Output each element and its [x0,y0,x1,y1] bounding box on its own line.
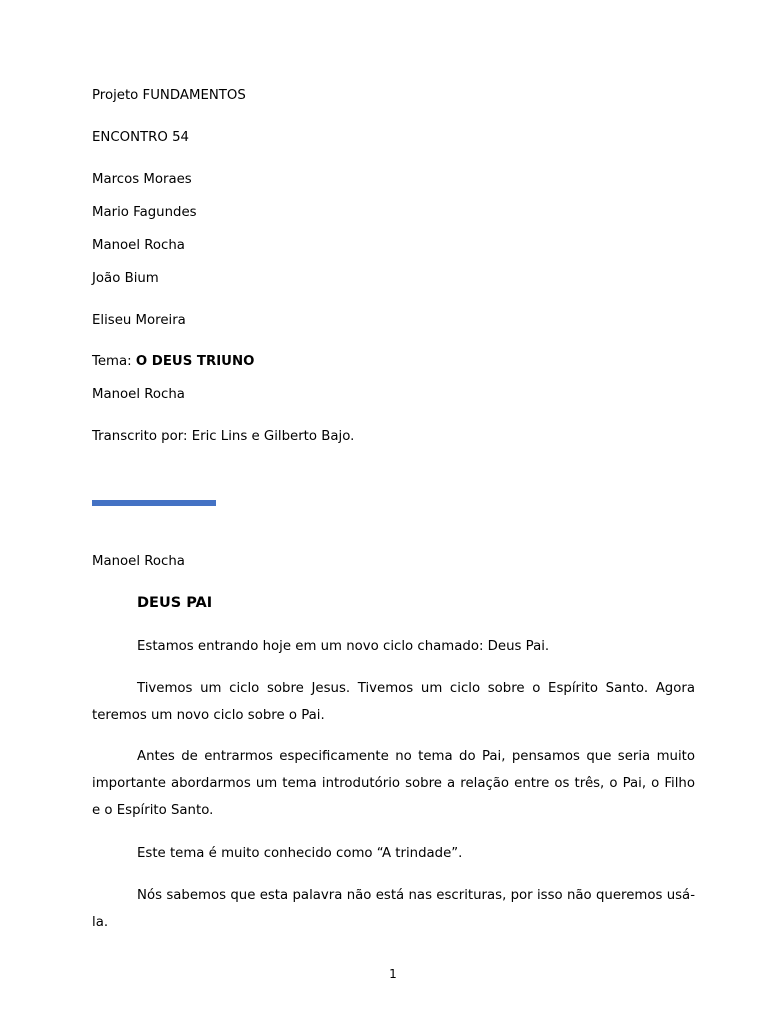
body-paragraph: Este tema é muito conhecido como “A trindade”. [137,846,463,861]
body-paragraph: Nós sabemos que esta palavra não está nas escrituras, por isso não queremos usá-la. [92,888,695,930]
theme-value: O DEUS TRIUNO [135,354,255,369]
meeting-number: ENCONTRO 54 [92,130,190,145]
participant-name: João Bium [92,271,159,286]
body-paragraph: Antes de entrarmos especificamente no tema do Pai, pensamos que seria muito importante abordarmos um tema introdutório sobre a relação entre os três, o Pai, o Filho e o Espírito Santo. [92,749,695,818]
participant-name: Manoel Rocha [92,238,185,253]
page-number: 1 [389,967,397,981]
participant-name: Mario Fagundes [92,205,197,220]
theme-line [92,353,254,371]
project-title: Projeto FUNDAMENTOS [92,88,246,103]
transcription-credit: Transcrito por: Eric Lins e Gilberto Bajo. [92,429,355,444]
theme-label: Tema: [92,354,136,369]
body-paragraph: Estamos entrando hoje em um novo ciclo chamado: Deus Pai. [137,639,550,654]
body-paragraph: Tivemos um ciclo sobre Jesus. Tivemos um ciclo sobre o Espírito Santo. Agora teremos um novo ciclo sobre o Pai. [92,681,695,723]
section-heading: DEUS PAI [137,595,213,611]
section-divider [92,500,216,506]
speaker-name: Manoel Rocha [92,554,185,569]
participant-name: Eliseu Moreira [92,313,186,328]
participant-name: Marcos Moraes [92,172,192,187]
presenter-name: Manoel Rocha [92,387,185,402]
